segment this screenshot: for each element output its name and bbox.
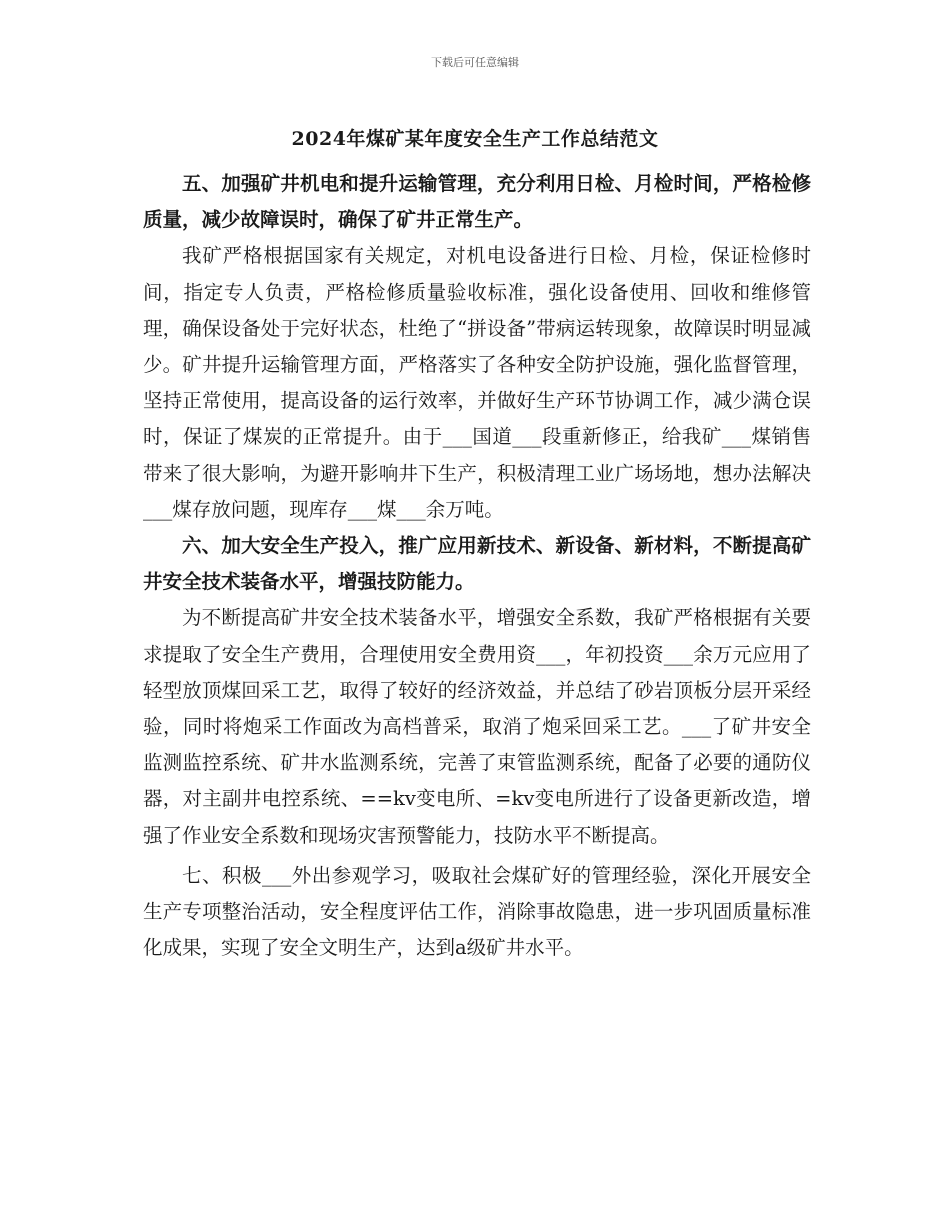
- document-title: 2024年煤矿某年度安全生产工作总结范文: [291, 128, 659, 150]
- page-header: 下载后可任意编辑: [431, 56, 519, 69]
- body-paragraph-5: 我矿严格根据国家有关规定，对机电设备进行日检、月检，保证检修时间，指定专人负责，严格检修质量验收标准，强化设备使用、回收和维修管理，确保设备处于完好状态，杜绝了“拼设备”带病运转现象，故障误时明显减少。矿井提升运输管理方面，严格落实了各种安全防护设施，强化监督管理，坚持正常使用，提高设备的运行效率，并做好生产环节协调工作，减少满仓误时，保证了煤炭的正常提升。由于___国道___段重新修正，给我矿___煤销售带来了很大影响，为避开影响井下生产，积极清理工业广场场地，想办法解决___煤存放问题，现库存___煤___余万吨。: [143, 244, 811, 521]
- document-body: [143, 166, 811, 966]
- section-heading-6: 六、加大安全生产投入，推广应用新技术、新设备、新材料，不断提高矿井安全技术装备水平，增强技防能力。: [143, 534, 811, 594]
- body-paragraph-7: 七、积极___外出参观学习，吸取社会煤矿好的管理经验，深化开展安全生产专项整治活动，安全程度评估工作，消除事故隐患，进一步巩固质量标准化成果，实现了安全文明生产，达到a级矿井水平。: [143, 863, 811, 960]
- body-paragraph-6: 为不断提高矿井安全技术装备水平，增强安全系数，我矿严格根据有关要求提取了安全生产费用，合理使用安全费用资___，年初投资___余万元应用了轻型放顶煤回采工艺，取得了较好的经济效益，并总结了砂岩顶板分层开采经验，同时将炮采工作面改为高档普采，取消了炮采回采工艺。___了矿井安全监测监控系统、矿井水监测系统，完善了束管监测系统，配备了必要的通防仪器，对主副井电控系统、==kv变电所、=kv变电所进行了设备更新改造，增强了作业安全系数和现场灾害预警能力，技防水平不断提高。: [143, 606, 811, 847]
- section-heading-5: 五、加强矿井机电和提升运输管理，充分利用日检、月检时间，严格检修质量，减少故障误时，确保了矿井正常生产。: [143, 172, 811, 232]
